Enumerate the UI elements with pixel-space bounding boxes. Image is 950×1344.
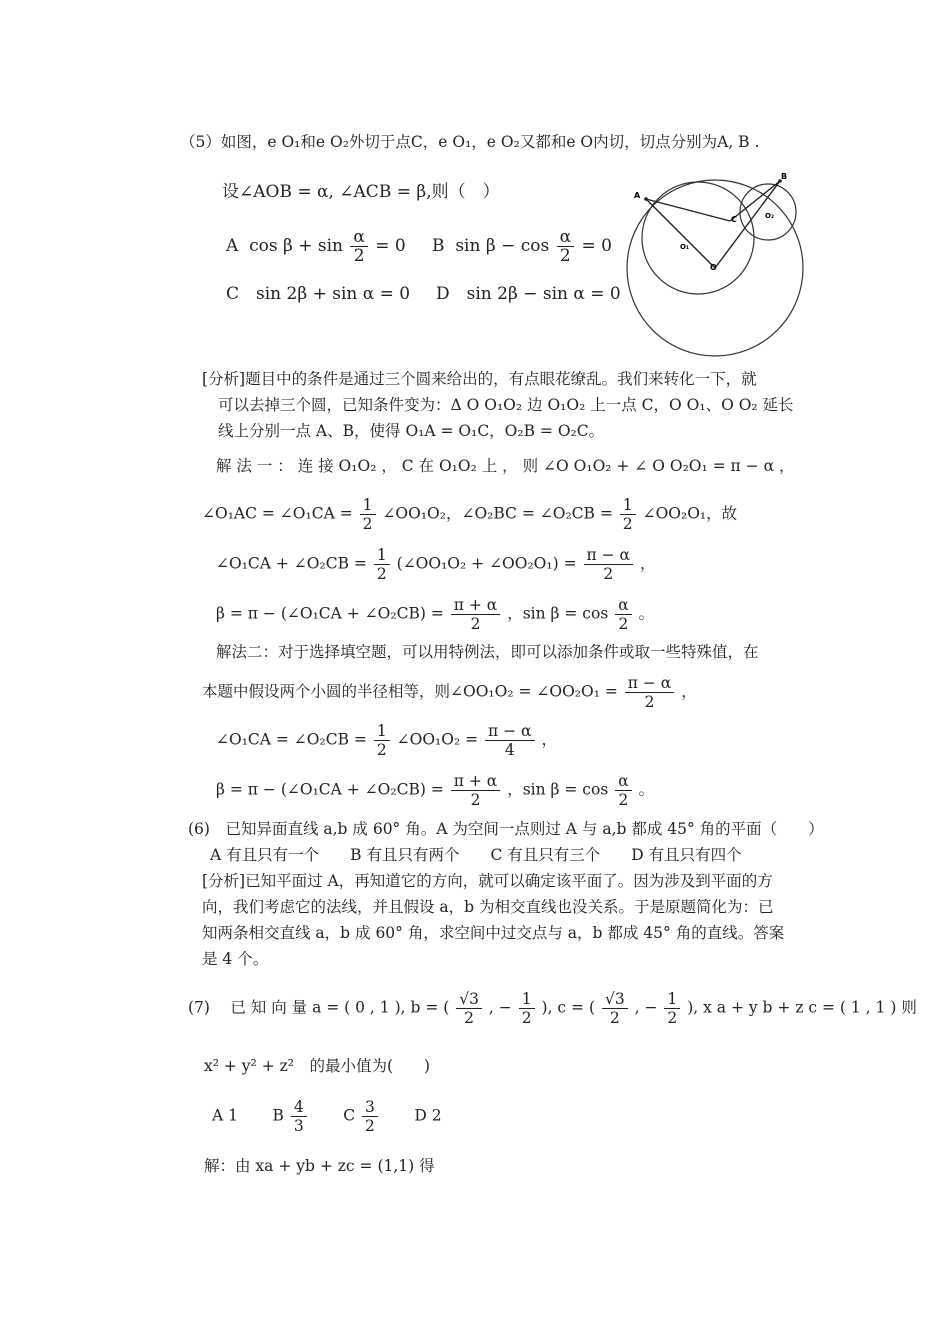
- half-frac: [519, 990, 535, 1027]
- pi-minus-alpha-frac: [625, 674, 675, 711]
- q5-title-rest: e O₁和e O₂外切于点C，e O₁，e O₂又都和e O内切，切点分别为A, B .: [267, 133, 760, 151]
- sqrt3-half-frac: [456, 990, 482, 1027]
- point-a: [644, 197, 648, 201]
- m2-l3a: ∠O₁CA = ∠O₂CB =: [216, 730, 367, 749]
- frac-num: α: [615, 596, 631, 615]
- label-o1: O₁: [680, 243, 690, 251]
- three-halves-frac: [362, 1098, 378, 1135]
- segment-ob: [715, 181, 780, 268]
- q5-option-b: [432, 228, 612, 265]
- q7-opt-d: D 2: [414, 1106, 442, 1125]
- m2-l4b: ，sin β = cos: [507, 780, 609, 799]
- q6-options: A 有且只有一个 B 有且只有两个 C 有且只有三个 D 有且只有四个: [210, 846, 742, 864]
- q5-opt-a-expr: cos β + sin: [249, 236, 343, 256]
- q7-l1d: , −: [634, 998, 658, 1017]
- alpha-half-frac: [557, 228, 574, 265]
- frac-den: 2: [618, 791, 629, 809]
- q7-opt-a: A 1: [212, 1106, 238, 1125]
- label-b: B: [781, 172, 788, 181]
- q6-analysis-line4: 是 4 个。: [202, 950, 269, 968]
- tangent-circles-figure: [620, 168, 810, 358]
- q5-opt-a-label: A: [226, 236, 239, 256]
- q5-option-d: D sin 2β − sin α = 0: [436, 284, 621, 304]
- m2-l3b: ∠OO₁O₂ =: [396, 730, 479, 749]
- frac-den: 2: [365, 1117, 375, 1135]
- frac-den: 2: [559, 246, 571, 266]
- m2-l2b: ，: [681, 682, 697, 701]
- frac-num: √3: [602, 990, 628, 1009]
- frac-den: 2: [618, 615, 629, 633]
- method1-line1: 解 法 一 ： 连 接 O₁O₂ ， C 在 O₁O₂ 上 ， 则 ∠O O₁O₂ + ∠ O O₂O₁ = π − α ，: [216, 457, 795, 475]
- frac-den: 2: [362, 515, 373, 533]
- label-o2: O₂: [765, 212, 775, 220]
- analysis5-line2: 可以去掉三个圆，已知条件变为：Δ O O₁O₂ 边 O₁O₂ 上一点 C，O O₁、O O₂ 延长: [218, 396, 794, 414]
- segment-ac: [646, 199, 730, 221]
- m2-l3c: ，: [541, 730, 557, 749]
- method1-line2: [202, 496, 737, 533]
- q7-question: x² + y² + z² 的最小值为( ): [204, 1057, 431, 1075]
- method1-line4: [216, 596, 654, 633]
- frac-num: √3: [456, 990, 482, 1009]
- q7-opt-b: B: [272, 1106, 284, 1125]
- half-frac: [360, 496, 376, 533]
- q5-opt-b-expr: sin β − cos: [455, 236, 550, 256]
- q7-stem: [188, 990, 917, 1027]
- half-frac: [620, 496, 636, 533]
- segment-ao: [646, 199, 715, 268]
- pi-minus-alpha-over-4-frac: [485, 722, 535, 759]
- frac-den: 3: [293, 1117, 304, 1135]
- q7-l1b: , −: [488, 998, 512, 1017]
- q7-l1c: ), c = (: [541, 998, 595, 1017]
- alpha-half-frac: [615, 772, 631, 809]
- frac-den: 4: [504, 741, 515, 759]
- label-a: A: [634, 191, 641, 200]
- m2-l2a: 本题中假设两个小圆的半径相等，则∠OO₁O₂ = ∠OO₂O₁ =: [202, 682, 618, 701]
- frac-num: α: [350, 228, 367, 247]
- method2-line4: [216, 772, 654, 809]
- frac-den: 2: [464, 1009, 475, 1027]
- frac-num: 1: [374, 546, 390, 565]
- label-o: O: [710, 263, 717, 272]
- q5-option-c: C sin 2β + sin α = 0: [226, 284, 411, 304]
- m1-l2c: ∠OO₂O₁，故: [642, 504, 738, 523]
- q6-analysis-line1: [分析]已知平面过 A，再知道它的方向，就可以确定该平面了。因为涉及到平面的方: [202, 872, 773, 890]
- q5-opt-b-label: B: [432, 236, 445, 256]
- half-frac: [664, 990, 680, 1027]
- frac-num: π − α: [584, 546, 634, 565]
- frac-num: 1: [374, 722, 390, 741]
- q5-option-a: [226, 228, 406, 265]
- pi-minus-alpha-frac: [584, 546, 634, 583]
- frac-num: 1: [360, 496, 376, 515]
- frac-den: 2: [644, 693, 655, 711]
- method2-line1: 解法二：对于选择填空题，可以用特例法，即可以添加条件或取一些特殊值，在: [216, 643, 759, 661]
- frac-den: 2: [470, 615, 481, 633]
- method1-line3: [216, 546, 655, 583]
- m1-l3a: ∠O₁CA + ∠O₂CB =: [216, 554, 367, 573]
- method2-line2: [202, 674, 697, 711]
- m2-l4a: β = π − (∠O₁CA + ∠O₂CB) =: [216, 780, 444, 799]
- frac-num: π − α: [625, 674, 675, 693]
- frac-den: 2: [376, 741, 387, 759]
- q7-opt-c: C: [343, 1106, 356, 1125]
- q6-stem: (6) 已知异面直线 a,b 成 60° 角。A 为空间一点则过 A 与 a,b 都成 45° 角的平面（ ）: [188, 820, 824, 838]
- frac-den: 2: [376, 565, 387, 583]
- q5-title: [180, 132, 759, 152]
- label-c: C: [731, 215, 737, 224]
- frac-num: 1: [519, 990, 535, 1009]
- m1-l3c: ，: [639, 554, 656, 573]
- m1-l4c: 。: [638, 604, 655, 623]
- alpha-half-frac: [350, 228, 367, 265]
- m1-l2b: ∠OO₁O₂，∠O₂BC = ∠O₂CB =: [382, 504, 613, 523]
- q7-l1e: ), x a + y b + z c = ( 1 , 1 ) 则: [687, 998, 917, 1017]
- m1-l3b: (∠OO₁O₂ + ∠OO₂O₁) =: [396, 554, 577, 573]
- q5-eq-zero: = 0: [375, 236, 406, 256]
- m1-l4b: ，sin β = cos: [507, 604, 609, 623]
- frac-num: 1: [664, 990, 680, 1009]
- q6: [188, 816, 824, 972]
- frac-num: π + α: [451, 596, 501, 615]
- q7-solution: 解：由 xa + yb + zc = (1,1) 得: [204, 1157, 435, 1175]
- frac-den: 2: [622, 515, 633, 533]
- analysis5: [202, 366, 794, 444]
- frac-num: α: [615, 772, 631, 791]
- analysis5-line3: 线上分别一点 A、B，使得 O₁A = O₁C，O₂B = O₂C。: [218, 422, 605, 440]
- frac-den: 2: [603, 565, 614, 583]
- sqrt3-half-frac: [602, 990, 628, 1027]
- m1-l2a: ∠O₁AC = ∠O₁CA =: [202, 504, 353, 523]
- q5-title-prefix: （5）如图，: [180, 133, 268, 151]
- frac-num: π + α: [451, 772, 501, 791]
- analysis5-line1: [分析]题目中的条件是通过三个圆来给出的，有点眼花缭乱。我们来转化一下，就: [202, 370, 757, 388]
- q7-l1a: (7) 已 知 向 量 a = ( 0 , 1 ), b = (: [188, 998, 450, 1017]
- frac-num: 3: [362, 1098, 378, 1117]
- q6-analysis-line3: 知两条相交直线 a，b 成 60° 角，求空间中过交点与 a，b 都成 45° 角的直线。答案: [202, 924, 785, 942]
- m1-l4a: β = π − (∠O₁CA + ∠O₂CB) =: [216, 604, 444, 623]
- frac-den: 2: [609, 1009, 620, 1027]
- m2-l4c: 。: [638, 780, 655, 799]
- frac-num: π − α: [485, 722, 535, 741]
- frac-den: 2: [521, 1009, 532, 1027]
- q5-setup: 设∠AOB = α, ∠ACB = β,则（ ）: [222, 182, 500, 202]
- four-thirds-frac: [291, 1098, 307, 1135]
- frac-num: 4: [291, 1098, 307, 1117]
- alpha-half-frac: [615, 596, 631, 633]
- q6-analysis-line2: 向，我们考虑它的法线，并且假设 a，b 为相交直线也没关系。于是原题简化为：已: [202, 898, 774, 916]
- frac-num: 1: [620, 496, 636, 515]
- q5-eq-zero: = 0: [581, 236, 612, 256]
- pi-plus-alpha-frac: [451, 772, 501, 809]
- method2-line3: [216, 722, 557, 759]
- frac-den: 2: [353, 246, 365, 266]
- q7-options: [212, 1098, 442, 1135]
- pi-plus-alpha-frac: [451, 596, 501, 633]
- frac-den: 2: [667, 1009, 678, 1027]
- half-frac: [374, 546, 390, 583]
- frac-den: 2: [470, 791, 481, 809]
- frac-num: α: [557, 228, 574, 247]
- half-frac: [374, 722, 390, 759]
